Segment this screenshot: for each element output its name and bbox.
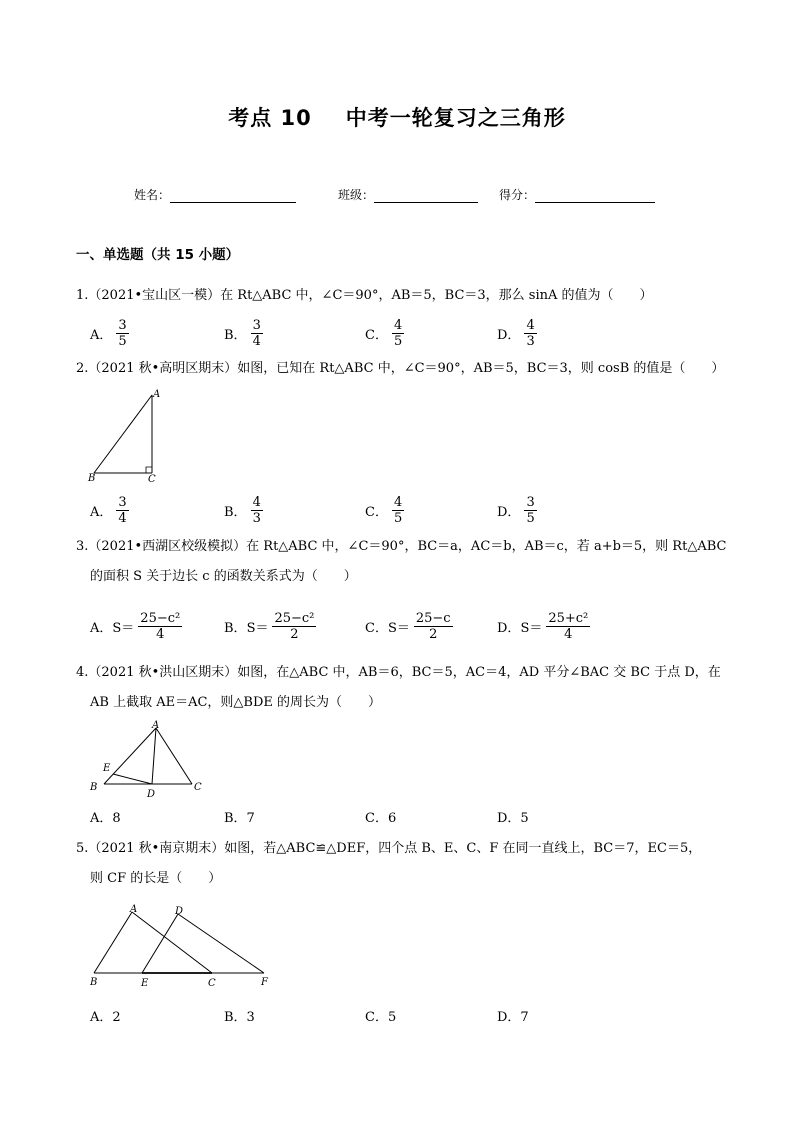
q4-stem-line2: AB 上截取 AE＝AC，则△BDE 的周长为（ ） xyxy=(90,695,382,710)
q5-stem-line2: 则 CF 的长是（ ） xyxy=(90,871,222,886)
fraction: $\frac{4}{5}$ xyxy=(393,317,403,349)
score-field xyxy=(499,186,655,203)
q2-option-c[interactable]: C． $\frac{4}{5}$ xyxy=(365,494,403,526)
q2-option-b[interactable]: B． $\frac{4}{3}$ xyxy=(224,494,261,526)
q3-stem-line1: 3.（2021•西湖区校级模拟）在 Rt△ABC 中，∠C＝90°，BC＝a，AC＝b，AB＝c，若 a+b＝5，则 Rt△ABC xyxy=(76,539,727,554)
label-d: D xyxy=(175,906,184,917)
q2-option-a[interactable]: A． $\frac{3}{4}$ xyxy=(90,494,127,526)
q3-option-a[interactable]: A． S＝ $\frac{\text{25−c²}}{4}$ xyxy=(90,610,181,642)
class-label: 班级： xyxy=(338,188,375,202)
class-field xyxy=(338,186,478,203)
q5-option-a[interactable]: A．2 xyxy=(90,1009,121,1025)
label-b: B xyxy=(88,473,96,484)
fraction: $\frac{3}{4}$ xyxy=(252,317,261,349)
q3-stem-line2: 的面积 S 关于边长 c 的函数关系式为（ ） xyxy=(90,569,357,584)
q2-option-d[interactable]: D． $\frac{3}{5}$ xyxy=(497,494,535,526)
q4-figure xyxy=(86,716,210,804)
score-label: 得分： xyxy=(499,188,536,202)
q1-option-c[interactable]: C． $\frac{4}{5}$ xyxy=(365,317,403,349)
fraction: $\frac{4}{3}$ xyxy=(252,494,261,526)
q1-option-b[interactable]: B． $\frac{3}{4}$ xyxy=(224,317,261,349)
title-part2: 中考一轮复习之三角形 xyxy=(345,106,566,130)
fraction: $\frac{3}{4}$ xyxy=(118,494,127,526)
label-d: D xyxy=(147,789,156,800)
q1-option-d[interactable]: D． $\frac{4}{3}$ xyxy=(497,317,535,349)
q3-option-d[interactable]: D． S＝ $\frac{\text{25+c²}}{4}$ xyxy=(497,610,589,642)
q4-option-c[interactable]: C．6 xyxy=(365,810,397,826)
label-a: A xyxy=(152,720,160,731)
label-c: C xyxy=(194,782,202,793)
q4-option-a[interactable]: A．8 xyxy=(90,810,121,826)
q5-stem-line1: 5.（2021 秋•南京期末）如图，若△ABC≌△DEF，四个点 B、E、C、F 在同一直线上，BC＝7，EC＝5， xyxy=(76,841,702,856)
name-blank[interactable] xyxy=(170,190,296,203)
q2-figure xyxy=(86,386,166,490)
q1-option-a[interactable]: A． $\frac{3}{5}$ xyxy=(90,317,127,349)
q4-option-d[interactable]: D．5 xyxy=(497,810,529,826)
name-field xyxy=(134,186,296,203)
q3-option-b[interactable]: B． S＝ $\frac{\text{25−c²}}{2}$ xyxy=(224,610,315,642)
label-f: F xyxy=(261,977,268,988)
q5-option-d[interactable]: D．7 xyxy=(497,1009,529,1025)
name-label: 姓名： xyxy=(134,188,171,202)
fraction: $\frac{4}{3}$ xyxy=(526,317,535,349)
class-blank[interactable] xyxy=(374,190,478,203)
q5-option-b[interactable]: B．3 xyxy=(224,1009,255,1025)
fraction: $\frac{\text{25+c²}}{4}$ xyxy=(548,610,589,642)
q2-stem: 2.（2021 秋•高明区期末）如图，已知在 Rt△ABC 中，∠C＝90°，AB＝5，BC＝3，则 cosB 的值是（ ） xyxy=(76,361,725,376)
fraction: $\frac{25-c}{2}$ xyxy=(415,610,451,642)
label-b: B xyxy=(90,977,98,988)
fraction: $\frac{\text{25−c²}}{2}$ xyxy=(274,610,315,642)
label-e: E xyxy=(103,763,111,774)
label-e: E xyxy=(141,978,149,989)
label-b: B xyxy=(90,782,98,793)
label-c: C xyxy=(148,474,156,485)
label-c: C xyxy=(208,978,216,989)
section-heading: 一、单选题（共 15 小题） xyxy=(76,247,240,263)
score-blank[interactable] xyxy=(535,190,655,203)
q4-option-b[interactable]: B．7 xyxy=(224,810,255,826)
fraction: $\frac{3}{5}$ xyxy=(526,494,535,526)
fraction: $\frac{4}{5}$ xyxy=(393,494,403,526)
q4-stem-line1: 4.（2021 秋•洪山区期末）如图，在△ABC 中，AB＝6，BC＝5，AC＝4，AD 平分∠BAC 交 BC 于点 D，在 xyxy=(76,665,721,680)
title-part1: 考点 10 xyxy=(228,106,312,130)
page-title xyxy=(0,102,794,132)
q3-option-c[interactable]: C． S＝ $\frac{25-c}{2}$ xyxy=(365,610,451,642)
fraction: $\frac{\text{25−c²}}{4}$ xyxy=(140,610,181,642)
q1-stem: 1.（2021•宝山区一模）在 Rt△ABC 中，∠C＝90°，AB＝5，BC＝3，那么 sinA 的值为（ ） xyxy=(76,288,653,303)
fraction: $\frac{3}{5}$ xyxy=(118,317,127,349)
q5-figure xyxy=(84,898,284,998)
label-a: A xyxy=(153,389,161,400)
q5-option-c[interactable]: C．5 xyxy=(365,1009,397,1025)
label-a: A xyxy=(130,904,138,915)
